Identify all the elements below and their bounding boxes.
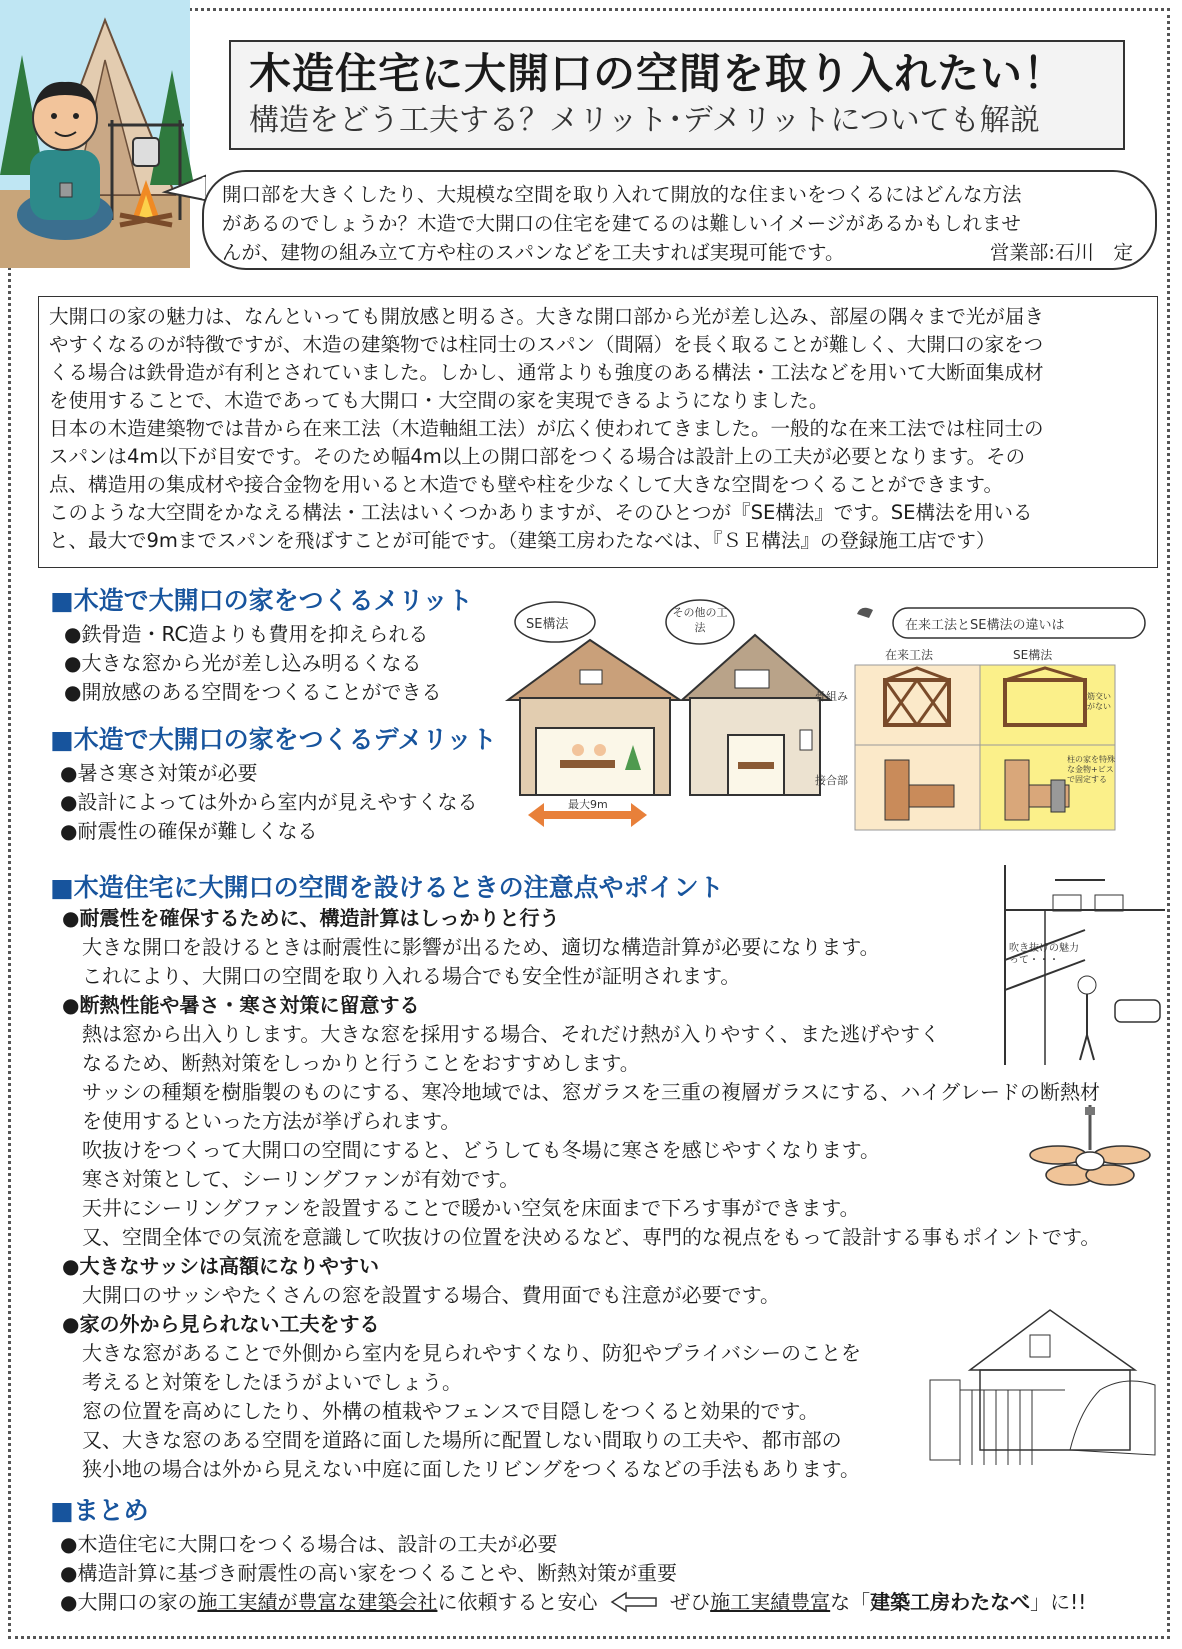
se-house-label: SE構法: [526, 617, 569, 632]
point-line: 考えると対策をしたほうがよいでしょう。: [82, 1370, 462, 1394]
author-signature: 営業部:石川 定: [989, 241, 1133, 264]
point-line: なるため、断熱対策をしっかりと行うことをおすすめします。: [82, 1051, 640, 1075]
page-title: 木造住宅に大開口の空間を取り入れたい！: [249, 49, 1067, 98]
title-box: [229, 40, 1125, 150]
bubble-line: があるのでしょうか？木造で大開口の住宅を建てるのは難しいイメージがあるかもしれませ: [222, 212, 1021, 235]
list-item: ●耐震性の確保が難しくなる: [60, 819, 318, 843]
intro-text-box: [38, 296, 1158, 568]
author-illustration: [0, 0, 190, 268]
summary-underlined: 施工実績が豊富な建築会社: [197, 1590, 438, 1614]
point-title: ●大きなサッシは高額になりやすい: [62, 1254, 380, 1278]
summary-list: [60, 1530, 1086, 1617]
comparison-heading: 在来工法とSE構法の違いは: [905, 618, 1065, 633]
construction-comparison-illustration: [815, 600, 1173, 835]
intro-line: を使用することで、木造であっても大開口・大空間の家を実現できるようになりました。: [49, 389, 829, 412]
intro-line: このような大空間をかなえる構法・工法はいくつかありますが、そのひとつが『SE構法』です。SE構法を用いる: [49, 501, 1033, 524]
list-item: ●大きな窓から光が差し込み明るくなる: [64, 651, 422, 675]
point-title: ●家の外から見られない工夫をする: [62, 1312, 380, 1336]
atrium-room-illustration: [995, 865, 1165, 1065]
cta-text: ぜひ: [670, 1590, 711, 1614]
cta-underlined: 施工実績豊富: [710, 1590, 831, 1614]
left-arrow-icon: [610, 1592, 658, 1612]
intro-line: スパンは4m以下が目安です。そのため幅4m以上の開口部をつくる場合は設計上の工夫が必要となります。その: [49, 445, 1026, 468]
summary-text: に依頼すると安心: [437, 1590, 598, 1614]
bubble-tail-icon: [163, 170, 207, 210]
intro-speech-bubble: [202, 170, 1157, 270]
list-item: ●木造住宅に大開口をつくる場合は、設計の工夫が必要: [60, 1532, 558, 1556]
point-title: ●断熱性能や暑さ・寒さ対策に留意する: [62, 993, 420, 1017]
point-line: これにより、大開口の空間を取り入れる場合でも安全性が証明されます。: [82, 964, 741, 988]
page-subtitle: 構造をどう工夫する？メリット･デメリットについても解説: [249, 103, 1040, 138]
list-item-cta: [60, 1588, 1086, 1617]
intro-line: 日本の木造建築物では昔から在来工法（木造軸組工法）が広く使われてきました。一般的な在来工法では柱同士の: [49, 417, 1044, 440]
camper-icon: [0, 0, 190, 268]
point-line: サッシの種類を樹脂製のものにする、寒冷地域では、窓ガラスを三重の複層ガラスにする、ハイグレードの断熱材: [82, 1080, 1100, 1104]
summary-text: ●大開口の家の: [60, 1590, 198, 1614]
point-line: 又、大きな窓のある空間を道路に面した場所に配置しない間取りの工夫や、都市部の: [82, 1428, 842, 1452]
demerits-heading: ■木造で大開口の家をつくるデメリット: [50, 725, 497, 754]
list-item: ●構造計算に基づき耐震性の高い家をつくることや、断熱対策が重要: [60, 1561, 678, 1585]
point-line: 吹抜けをつくって大開口の空間にすると、どうしても冬場に寒さを感じやすくなります。: [82, 1138, 880, 1162]
point-line: 窓の位置を高めにしたり、外構の植栽やフェンスで目隠しをつくると効果的です。: [82, 1399, 819, 1423]
point-line: 熱は窓から出入りします。大きな窓を採用する場合、それだけ熱が入りやすく、また逃げやすく: [82, 1022, 940, 1046]
merits-heading: ■木造で大開口の家をつくるメリット: [50, 586, 473, 615]
points-heading: ■木造住宅に大開口の空間を設けるときの注意点やポイント: [50, 873, 724, 902]
point-line: を使用するといった方法が挙げられます。: [82, 1109, 461, 1133]
intro-line: 点、構造用の集成材や接合金物を用いると木造でも壁や柱を少なくして大きな空間をつくることができます。: [49, 473, 1003, 496]
merits-list: [64, 620, 441, 707]
column-label: SE構法: [1013, 648, 1053, 662]
point-line: 大きな開口を設けるときは耐震性に影響が出るため、適切な構造計算が必要になります。: [82, 935, 880, 959]
joint-note: 柱の家を特殊な金物+ビスで固定する: [1067, 755, 1115, 784]
company-name: 建築工房わたなべ: [870, 1590, 1031, 1614]
row-label: 接合部: [815, 774, 848, 787]
list-item: ●設計によっては外から室内が見えやすくなる: [60, 790, 478, 814]
list-item: ●暑さ寒さ対策が必要: [60, 761, 258, 785]
intro-line: 大開口の家の魅力は、なんといっても開放感と明るさ。大きな開口部から光が差し込み、部屋の隅々まで光が届き: [49, 305, 1044, 328]
list-item: ●開放感のある空間をつくることができる: [64, 680, 442, 704]
point-line: 大きな窓があることで外側から室内を見られやすくなり、防犯やプライバシーのことを: [82, 1341, 861, 1365]
room-caption: 吹き抜けの魅力って・・・: [1009, 943, 1079, 966]
bubble-line: 開口部を大きくしたり、大規模な空間を取り入れて開放的な住まいをつくるにはどんな方法: [222, 183, 1022, 206]
intro-line: と、最大で9mまでスパンを飛ばすことが可能です。（建築工房わたなべは、『ＳＥ構法』の登録施工店です）: [49, 529, 996, 552]
intro-line: くる場合は鉄骨造が有利とされていました。しかし、通常よりも強度のある構法・工法などを用いて大断面集成材: [49, 361, 1044, 384]
point-line: 天井にシーリングファンを設置することで暖かい空気を床面まで下ろす事ができます。: [82, 1196, 860, 1220]
cta-text: 」に!!: [1030, 1590, 1087, 1614]
point-line: 寒さ対策として、シーリングファンが有効です。: [82, 1167, 520, 1191]
point-title: ●耐震性を確保するために、構造計算はしっかりと行う: [62, 906, 560, 930]
frame-note: 筋交いがない: [1087, 692, 1111, 711]
ceiling-fan-illustration: [1030, 1105, 1150, 1205]
intro-line: やすくなるのが特徴ですが、木造の建築物では柱同士のスパン（間隔）を長く取ることが難しく、大開口の家をつ: [49, 333, 1044, 356]
cta-text: な「: [830, 1590, 871, 1614]
house-comparison-illustration: [500, 600, 840, 835]
point-line: 又、空間全体での気流を意識して吹抜けの位置を決めるなど、専門的な視点をもって設計する事もポイントです。: [82, 1225, 1101, 1249]
bubble-line: んが、建物の組み立て方や柱のスパンなどを工夫すれば実現可能です。: [222, 241, 845, 264]
point-line: 狭小地の場合は外から見えない中庭に面したリビングをつくるなどの手法もあります。: [82, 1457, 860, 1481]
house-fence-illustration: [920, 1300, 1165, 1470]
ceiling-fan-icon: [1030, 1105, 1150, 1205]
row-label: 骨組み: [815, 690, 848, 703]
other-house-label: その他の工法: [672, 606, 728, 634]
span-label: 最大9m: [568, 798, 608, 811]
list-item: ●鉄骨造・RC造よりも費用を抑えられる: [64, 622, 429, 646]
column-label: 在来工法: [885, 648, 934, 662]
summary-heading: ■まとめ: [50, 1496, 149, 1525]
point-line: 大開口のサッシやたくさんの窓を設置する場合、費用面でも注意が必要です。: [82, 1283, 780, 1307]
demerits-list: [60, 759, 477, 846]
